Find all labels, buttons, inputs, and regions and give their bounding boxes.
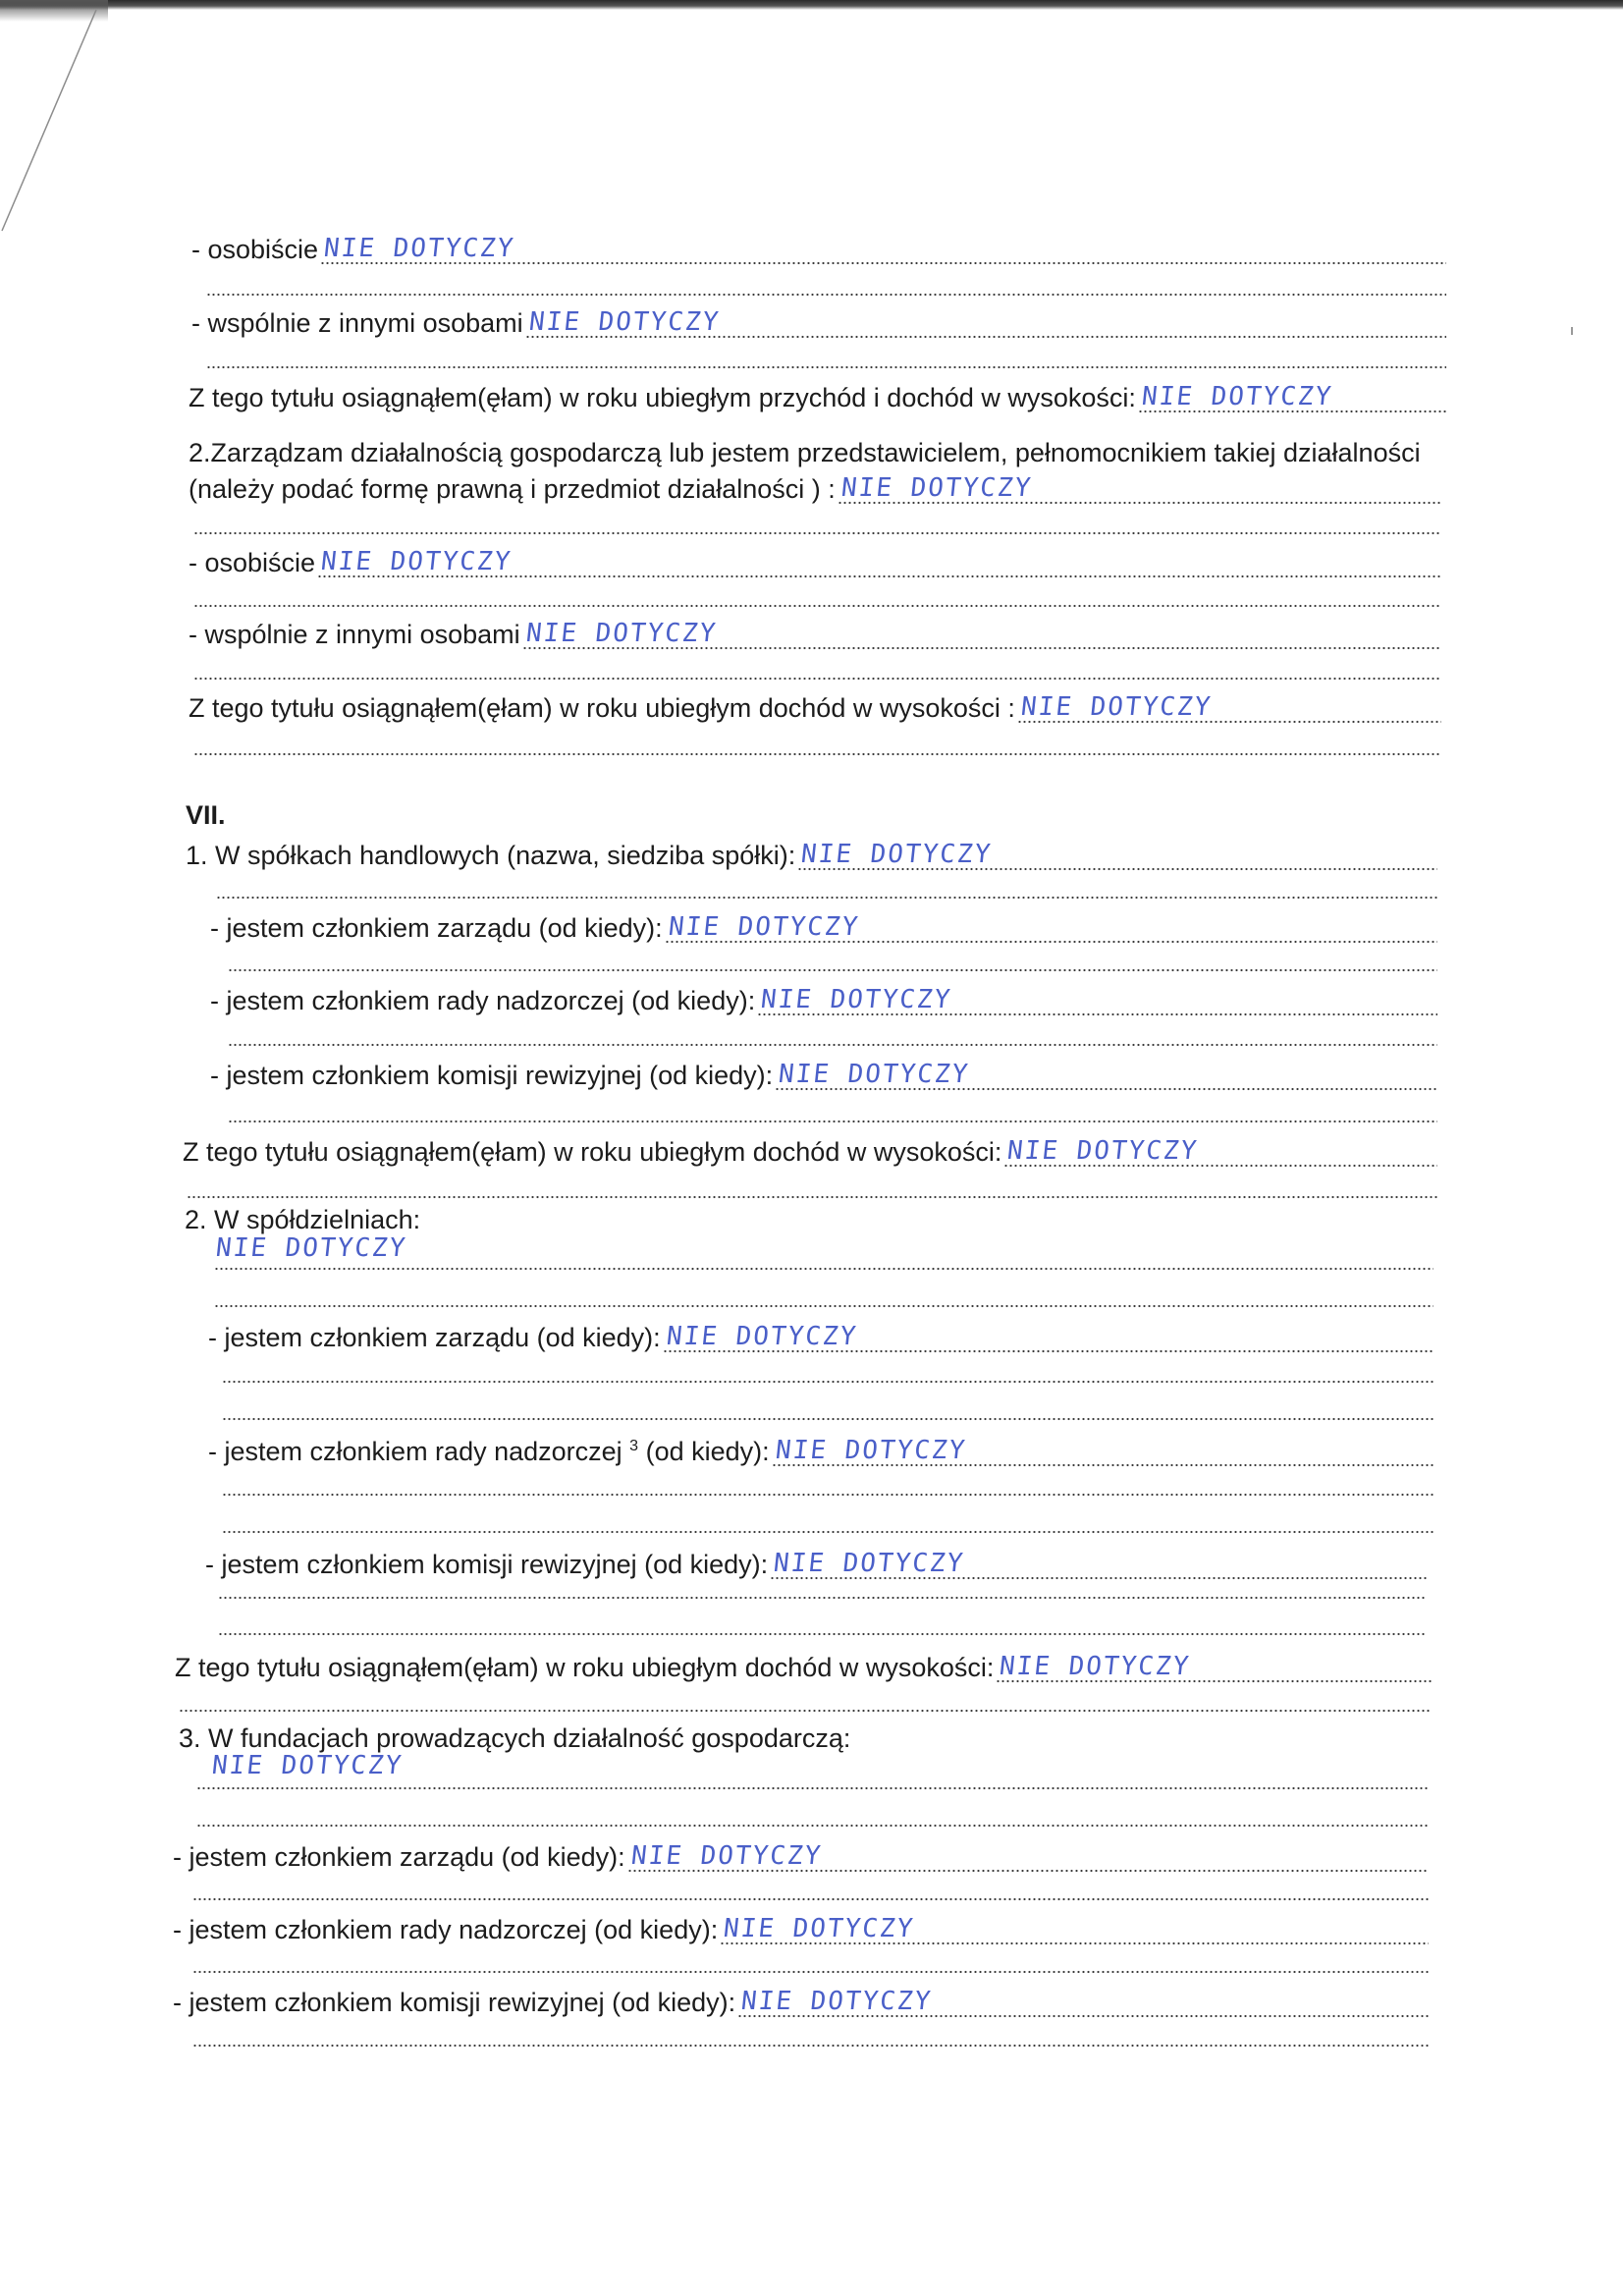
dotted-line xyxy=(192,1970,1429,1974)
answer-field xyxy=(525,309,1446,339)
row-dzialalnosc-forma xyxy=(189,465,1441,505)
dotted-line xyxy=(222,1380,1434,1384)
handwritten-answer: NIE DOTYCZY xyxy=(722,1914,916,1943)
answer-field xyxy=(770,1551,1427,1580)
dotted-line xyxy=(206,365,1446,369)
row-spolki xyxy=(186,832,1437,871)
answer-field xyxy=(1003,1138,1437,1168)
section-heading-vii: VII. xyxy=(186,800,226,830)
row-zarzad-1 xyxy=(210,904,1437,944)
answer-field xyxy=(996,1654,1432,1683)
dotted-line xyxy=(206,293,1446,297)
scan-corner-shadow xyxy=(0,0,118,255)
row-osobiscie-1 xyxy=(191,226,1446,265)
row-zarzad-3 xyxy=(173,1833,1429,1873)
label-rada: - jestem członkiem rady nadzorczej $^3$ (od kiedy): xyxy=(208,1437,770,1466)
handwritten-answer: NIE DOTYCZY xyxy=(665,1322,859,1351)
handwritten-answer: NIE DOTYCZY xyxy=(629,1841,824,1871)
answer-field xyxy=(772,1438,1434,1467)
dotted-line xyxy=(187,1195,1437,1199)
label-spoldzielnie: 2. W spółdzielniach: xyxy=(185,1205,421,1234)
label-rada: - jestem członkiem rady nadzorczej (od kiedy): xyxy=(210,986,756,1015)
row-dochod-vii-1 xyxy=(183,1128,1437,1168)
row-wspolnie-2 xyxy=(189,611,1441,650)
label-forma: (należy podać formę prawną i przedmiot działalności ) : xyxy=(189,474,836,504)
dotted-line xyxy=(214,1267,1434,1271)
handwritten-answer: NIE DOTYCZY xyxy=(799,840,995,869)
label-fundacje: 3. W fundacjach prowadzących działalność gospodarczą: xyxy=(179,1723,851,1753)
dotted-line xyxy=(214,1304,1434,1308)
label-komisja: - jestem członkiem komisji rewizyjnej (od kiedy): xyxy=(205,1550,769,1579)
dotted-line xyxy=(193,604,1441,608)
answer-field xyxy=(522,621,1441,650)
handwritten-answer: NIE DOTYCZY xyxy=(210,1751,405,1780)
dotted-line xyxy=(196,1786,1429,1790)
dotted-line xyxy=(196,1824,1429,1828)
label-komisja: - jestem członkiem komisji rewizyjnej (od kiedy): xyxy=(173,1988,736,2017)
handwritten-answer: NIE DOTYCZY xyxy=(527,307,722,337)
handwritten-answer: NIE DOTYCZY xyxy=(214,1233,408,1263)
answer-field xyxy=(775,1062,1437,1091)
answer-field xyxy=(627,1843,1429,1873)
handwritten-answer: NIE DOTYCZY xyxy=(322,234,516,263)
label-dochod: Z tego tytułu osiągnąłem(ęłam) w roku ubiegłym dochód w wysokości: xyxy=(183,1137,1002,1167)
answer-field xyxy=(320,236,1446,265)
dotted-line xyxy=(222,1493,1434,1497)
handwritten-answer: NIE DOTYCZY xyxy=(1140,382,1334,411)
dotted-line xyxy=(218,1596,1427,1600)
label-dochod: Z tego tytułu osiągnąłem(ęłam) w roku ubiegłym dochód w wysokości: xyxy=(175,1653,995,1682)
handwritten-answer: NIE DOTYCZY xyxy=(319,547,514,576)
footnote-marker: 3 xyxy=(629,1438,639,1454)
row-rada-1 xyxy=(210,977,1437,1016)
handwritten-answer: NIE DOTYCZY xyxy=(667,912,861,942)
answer-field xyxy=(1017,694,1441,724)
answer-field xyxy=(720,1916,1429,1945)
dotted-line xyxy=(228,968,1437,972)
answer-field xyxy=(737,1989,1429,2018)
label-zarzad: - jestem członkiem zarządu (od kiedy): xyxy=(173,1842,625,1872)
label-rada: - jestem członkiem rady nadzorczej (od kiedy): xyxy=(173,1915,719,1944)
dotted-line xyxy=(228,1120,1437,1123)
row-dochod-vii-2 xyxy=(175,1644,1432,1683)
label-spolki: 1. W spółkach handlowych (nazwa, siedziba spółki): xyxy=(186,841,796,870)
answer-field xyxy=(665,914,1437,944)
answer-field xyxy=(317,549,1441,578)
answer-field xyxy=(1138,384,1446,413)
dotted-line xyxy=(193,531,1441,535)
handwritten-answer: NIE DOTYCZY xyxy=(739,1987,934,2016)
dotted-line xyxy=(222,1417,1434,1421)
row-osobiscie-2 xyxy=(189,539,1441,578)
scan-speck xyxy=(1571,327,1573,335)
dotted-line xyxy=(193,752,1441,756)
label-osobiscie: - osobiście xyxy=(189,548,316,577)
label-osobiscie: - osobiście xyxy=(191,235,319,264)
row-komisja-3 xyxy=(173,1979,1429,2018)
label-komisja: - jestem członkiem komisji rewizyjnej (od kiedy): xyxy=(210,1061,774,1090)
row-komisja-2 xyxy=(205,1541,1427,1580)
label-wspolnie: - wspólnie z innymi osobami xyxy=(189,620,520,649)
dotted-line xyxy=(228,1043,1437,1047)
answer-field xyxy=(797,842,1437,871)
label-zarzad: - jestem członkiem zarządu (od kiedy): xyxy=(208,1323,661,1352)
row-komisja-1 xyxy=(210,1052,1437,1091)
dotted-line xyxy=(192,1897,1429,1901)
handwritten-answer: NIE DOTYCZY xyxy=(777,1060,971,1089)
label-dochod: Z tego tytułu osiągnąłem(ęłam) w roku ubiegłym dochód w wysokości : xyxy=(189,693,1015,723)
answer-field xyxy=(838,475,1441,505)
label-zarzad: - jestem członkiem zarządu (od kiedy): xyxy=(210,913,663,943)
dotted-line xyxy=(218,1632,1427,1636)
row-wspolnie-1 xyxy=(191,300,1446,339)
scan-top-edge xyxy=(0,0,1623,10)
label-wspolnie: - wspólnie z innymi osobami xyxy=(191,308,523,338)
handwritten-answer: NIE DOTYCZY xyxy=(1005,1136,1201,1166)
handwritten-answer: NIE DOTYCZY xyxy=(998,1652,1193,1681)
dotted-line xyxy=(216,896,1437,900)
row-rada-2 xyxy=(208,1428,1434,1467)
answer-field xyxy=(757,987,1437,1016)
row-zarzad-2 xyxy=(208,1314,1434,1353)
answer-field xyxy=(663,1324,1434,1353)
label-przychod: Z tego tytułu osiągnąłem(ęłam) w roku ubiegłym przychód i dochód w wysokości: xyxy=(189,383,1136,412)
row-przychod xyxy=(189,374,1446,413)
handwritten-answer: NIE DOTYCZY xyxy=(839,473,1034,503)
handwritten-answer: NIE DOTYCZY xyxy=(772,1549,966,1578)
handwritten-answer: NIE DOTYCZY xyxy=(759,985,953,1014)
dotted-line xyxy=(179,1709,1432,1713)
dotted-line xyxy=(222,1530,1434,1534)
handwritten-answer: NIE DOTYCZY xyxy=(1019,692,1214,722)
dotted-line xyxy=(193,677,1441,681)
row-rada-3 xyxy=(173,1906,1429,1945)
dotted-line xyxy=(192,2044,1429,2048)
row-dochod-2 xyxy=(189,684,1441,724)
dzialalnosc-line1: 2.Zarządzam działalnością gospodarczą lub jestem przedstawicielem, pełnomocnikiem takiej działalności xyxy=(189,438,1421,467)
handwritten-answer: NIE DOTYCZY xyxy=(524,619,719,648)
handwritten-answer: NIE DOTYCZY xyxy=(774,1436,968,1465)
